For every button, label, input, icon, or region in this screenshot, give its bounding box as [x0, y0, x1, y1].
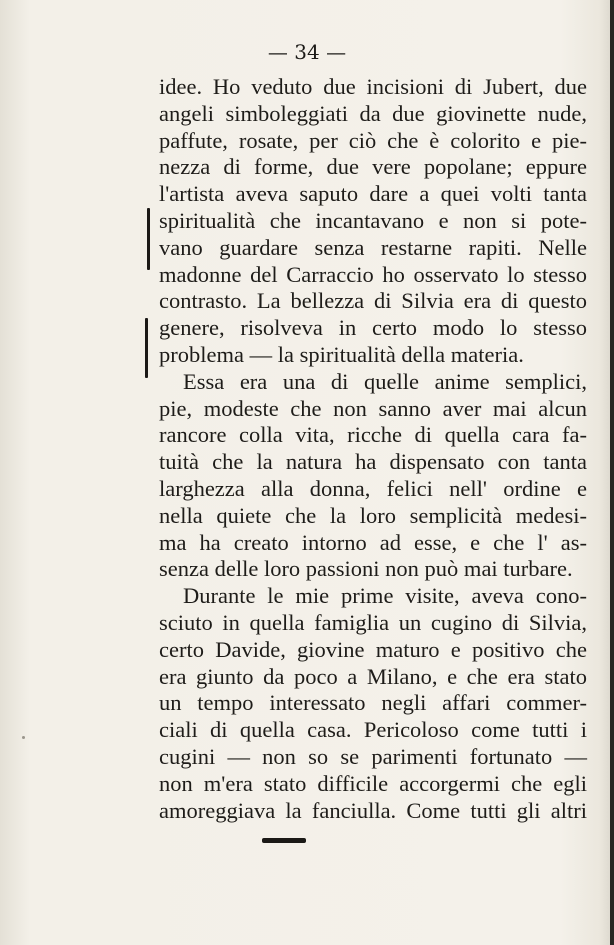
text-line: nezza di forme, due vere popolane; eppure [159, 154, 587, 180]
text-line: amoreggiava la fanciulla. Come tutti gli altri [159, 797, 587, 823]
text-line: madonne del Carraccio ho osservato lo stesso [159, 261, 587, 287]
margin-mark [147, 208, 150, 270]
text-line: cugini — non so se parimenti fortunato — [159, 743, 587, 769]
text-line: un tempo interessato negli affari commer- [159, 690, 587, 716]
body-text [159, 74, 587, 824]
text-line: genere, risolveva in certo modo lo stesso [159, 315, 587, 341]
text-line: paffute, rosate, per ciò che è colorito e pie- [159, 127, 587, 153]
text-line: angeli simboleggiati da due giovinette nude, [159, 100, 587, 126]
text-line: certo Davide, giovine maturo e positivo che [159, 636, 587, 662]
paragraph-end-line: senza delle loro passioni non può mai turbare. [159, 556, 573, 582]
text-line: rancore colla vita, ricche di quella cara fa- [159, 422, 587, 448]
text-line: larghezza alla donna, felici nell' ordine e [159, 475, 587, 501]
paragraph-start-line: Essa era una di quelle anime semplici, [183, 368, 587, 394]
paper-speck [22, 736, 25, 739]
text-line: spiritualità che incantavano e non si pote- [159, 207, 587, 233]
text-line: ciali di quella casa. Pericoloso come tutti i [159, 717, 587, 743]
text-line: idee. Ho veduto due incisioni di Jubert, due [159, 74, 587, 99]
page-edge [610, 0, 614, 945]
text-line: pie, modeste che non sanno aver mai alcun [159, 395, 587, 421]
text-line: l'artista aveva saputo dare a quei volti tanta [159, 181, 587, 207]
margin-mark [145, 318, 148, 378]
text-line: tuità che la natura ha dispensato con tanta [159, 449, 587, 475]
page-number: — 34 — [267, 40, 347, 64]
text-line: ma ha creato intorno ad esse, e che l' as- [159, 529, 587, 555]
paragraph-start-line: Durante le mie prime visite, aveva cono- [183, 583, 587, 609]
text-line: vano guardare senza restarne rapiti. Nelle [159, 234, 587, 260]
text-line: nella quiete che la loro semplicità medesi- [159, 502, 587, 528]
paragraph-end-line: problema — la spiritualità della materia. [159, 341, 524, 367]
text-line: contrasto. La bellezza di Silvia era di questo [159, 288, 587, 314]
text-line: sciuto in quella famiglia un cugino di Silvia, [159, 609, 587, 635]
text-line: non m'era stato difficile accorgermi che egli [159, 770, 587, 796]
text-line: era giunto da poco a Milano, e che era stato [159, 663, 587, 689]
ink-blot [262, 838, 306, 843]
